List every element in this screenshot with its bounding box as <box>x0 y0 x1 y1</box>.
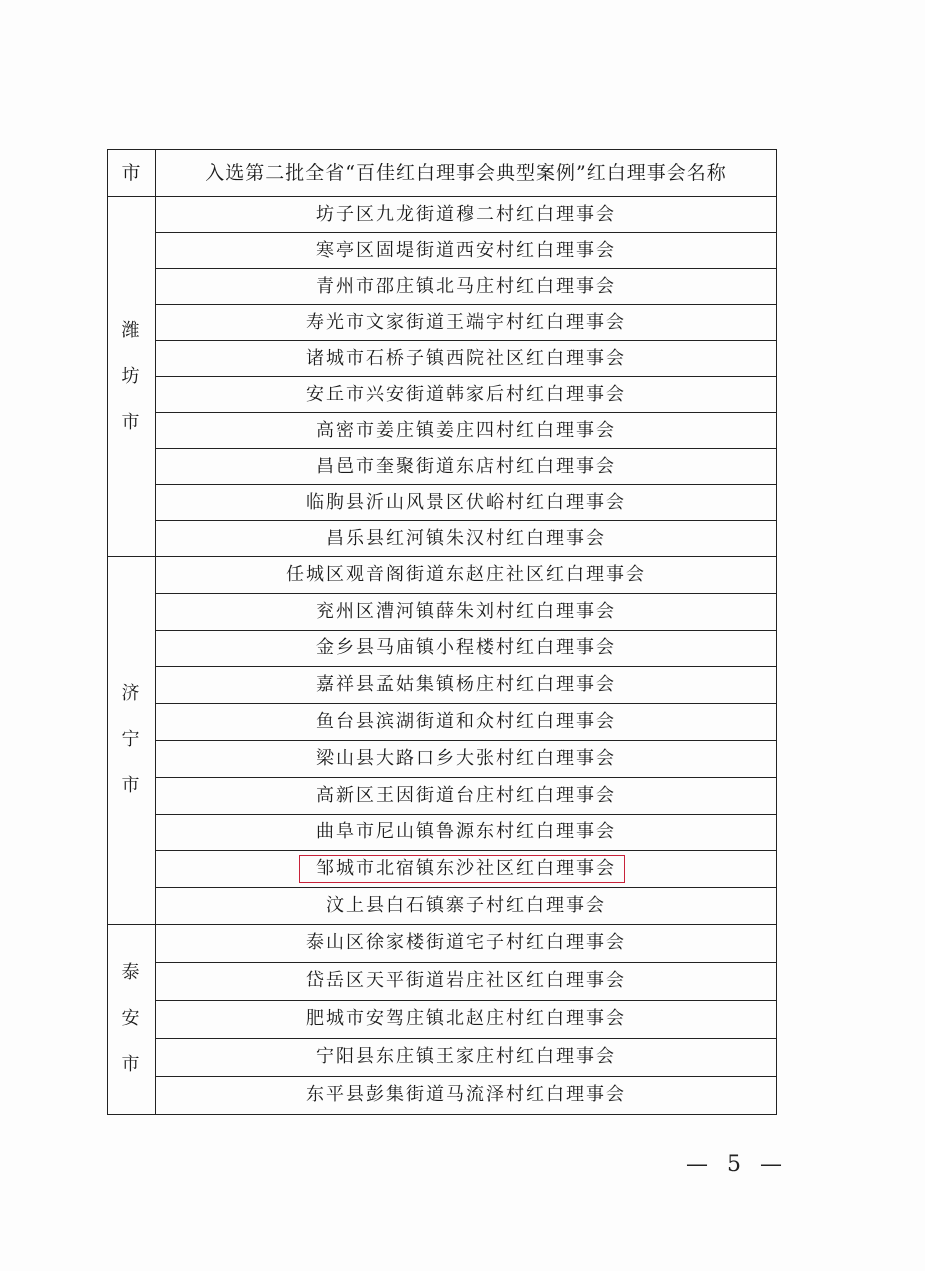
table-row <box>108 521 777 557</box>
table-row <box>108 485 777 521</box>
table-row <box>108 305 777 341</box>
red-highlight-box: 邹城市北宿镇东沙社区红白理事会 <box>299 855 625 883</box>
name-cell: 任城区观音阁街道东赵庄社区红白理事会 <box>156 557 777 594</box>
name-cell: 汶上县白石镇寨子村红白理事会 <box>156 888 777 925</box>
name-cell: 寿光市文家街道王端宇村红白理事会 <box>156 305 777 341</box>
name-cell: 肥城市安驾庄镇北赵庄村红白理事会 <box>156 1000 777 1038</box>
table-row <box>108 630 777 667</box>
table-row <box>108 341 777 377</box>
name-cell: 鱼台县滨湖街道和众村红白理事会 <box>156 704 777 741</box>
name-cell: 梁山县大路口乡大张村红白理事会 <box>156 740 777 777</box>
name-cell: 泰山区徐家楼街道宅子村红白理事会 <box>156 924 777 962</box>
table-row <box>108 814 777 851</box>
table-row <box>108 233 777 269</box>
table-row <box>108 377 777 413</box>
case-table <box>107 149 777 1115</box>
table-row <box>108 924 777 962</box>
table-row <box>108 449 777 485</box>
table-row <box>108 704 777 741</box>
name-cell: 青州市邵庄镇北马庄村红白理事会 <box>156 269 777 305</box>
table-header-row <box>108 150 777 197</box>
page-number: — 5 — <box>686 1152 788 1177</box>
city-label: 泰安市 <box>121 962 142 1076</box>
name-cell: 宁阳县东庄镇王家庄村红白理事会 <box>156 1038 777 1076</box>
city-cell-weifang <box>108 197 156 557</box>
table-row <box>108 962 777 1000</box>
table-row <box>108 1038 777 1076</box>
name-cell: 诸城市石桥子镇西院社区红白理事会 <box>156 341 777 377</box>
table-row <box>108 777 777 814</box>
name-cell: 高密市姜庄镇姜庄四村红白理事会 <box>156 413 777 449</box>
name-cell: 临朐县沂山风景区伏峪村红白理事会 <box>156 485 777 521</box>
name-cell: 东平县彭集街道马流泽村红白理事会 <box>156 1076 777 1114</box>
name-cell: 安丘市兴安街道韩家后村红白理事会 <box>156 377 777 413</box>
city-cell-taian <box>108 924 156 1114</box>
table-row <box>108 557 777 594</box>
table-row <box>108 888 777 925</box>
table-row <box>108 851 777 888</box>
name-cell-highlighted <box>156 851 777 888</box>
table-row <box>108 269 777 305</box>
name-cell: 寒亭区固堤街道西安村红白理事会 <box>156 233 777 269</box>
name-cell: 兖州区漕河镇薛朱刘村红白理事会 <box>156 593 777 630</box>
name-cell: 岱岳区天平街道岩庄社区红白理事会 <box>156 962 777 1000</box>
name-cell: 昌邑市奎聚街道东店村红白理事会 <box>156 449 777 485</box>
table-row <box>108 667 777 704</box>
name-cell: 金乡县马庙镇小程楼村红白理事会 <box>156 630 777 667</box>
name-cell: 嘉祥县孟姑集镇杨庄村红白理事会 <box>156 667 777 704</box>
name-cell: 坊子区九龙街道穆二村红白理事会 <box>156 197 777 233</box>
header-name: 入选第二批全省“百佳红白理事会典型案例”红白理事会名称 <box>156 150 777 197</box>
table-row <box>108 1076 777 1114</box>
table-row <box>108 1000 777 1038</box>
header-city: 市 <box>108 150 156 197</box>
name-cell: 曲阜市尼山镇鲁源东村红白理事会 <box>156 814 777 851</box>
table-row <box>108 740 777 777</box>
city-label: 潍坊市 <box>121 319 142 433</box>
name-cell: 昌乐县红河镇朱汉村红白理事会 <box>156 521 777 557</box>
city-label: 济宁市 <box>121 683 142 797</box>
table-row <box>108 593 777 630</box>
table-row <box>108 197 777 233</box>
name-cell: 高新区王因街道台庄村红白理事会 <box>156 777 777 814</box>
table-row <box>108 413 777 449</box>
city-cell-jining <box>108 557 156 925</box>
